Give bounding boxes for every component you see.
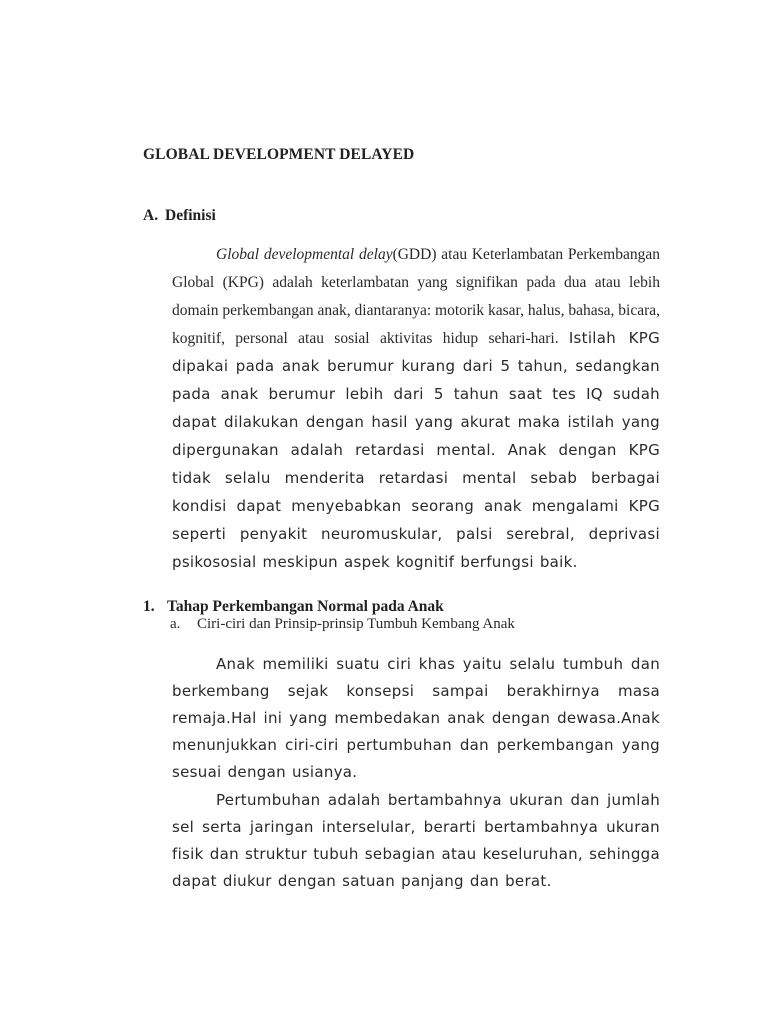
definition-serif-text: (GDD) atau Keterlambatan Perkembangan Global (KPG) adalah keterlambatan yang signifikan pada dua atau lebih domain perkembangan anak, diantaranya: motorik kasar, halus, bahasa, bicara, kognitif, personal atau sosial aktivitas hidup sehari-hari. [172,246,660,347]
document-title: GLOBAL DEVELOPMENT DELAYED [143,146,415,163]
section-a-title: Definisi [165,207,216,224]
growth-paragraph-1: Anak memiliki suatu ciri khas yaitu selalu tumbuh dan berkembang sejak konsepsi sampai berakhirnya masa remaja.Hal ini yang membedakan anak dengan dewasa.Anak menunjukkan ciri-ciri pertumbuhan dan perkembangan yang sesuai dengan usianya. [172,655,660,781]
subsection-a-title: Ciri-ciri dan Prinsip-prinsip Tumbuh Kembang Anak [197,616,515,632]
section-a-number: A. [143,207,159,224]
section-a-heading [143,207,216,225]
definition-sans-text: Istilah KPG dipakai pada anak berumur kurang dari 5 tahun, sedangkan pada anak berumur lebih dari 5 tahun saat tes IQ sudah dapat dilakukan dengan hasil yang akurat maka istilah yang dipergunakan adalah retardasi mental. Anak dengan KPG tidak selalu menderita retardasi mental sebab berbagai kondisi dapat menyebabkan seorang anak mengalami KPG seperti penyakit neuromuskular, palsi serebral, deprivasi psikososial meskipun aspek kognitif berfungsi baik. [172,329,661,571]
section-1-title: Tahap Perkembangan Normal pada Anak [167,598,444,615]
definition-paragraph [172,241,660,577]
subsection-a-number: a. [170,616,181,632]
section-1-number: 1. [143,598,155,615]
definition-term: Global developmental delay [216,246,393,263]
growth-paragraph-2: Pertumbuhan adalah bertambahnya ukuran dan jumlah sel serta jaringan interselular, berarti bertambahnya ukuran fisik dan struktur tubuh sebagian atau keseluruhan, sehingga dapat diukur dengan satuan panjang dan berat. [172,791,660,890]
subsection-a-heading [170,616,515,633]
section-1-heading [143,598,444,616]
